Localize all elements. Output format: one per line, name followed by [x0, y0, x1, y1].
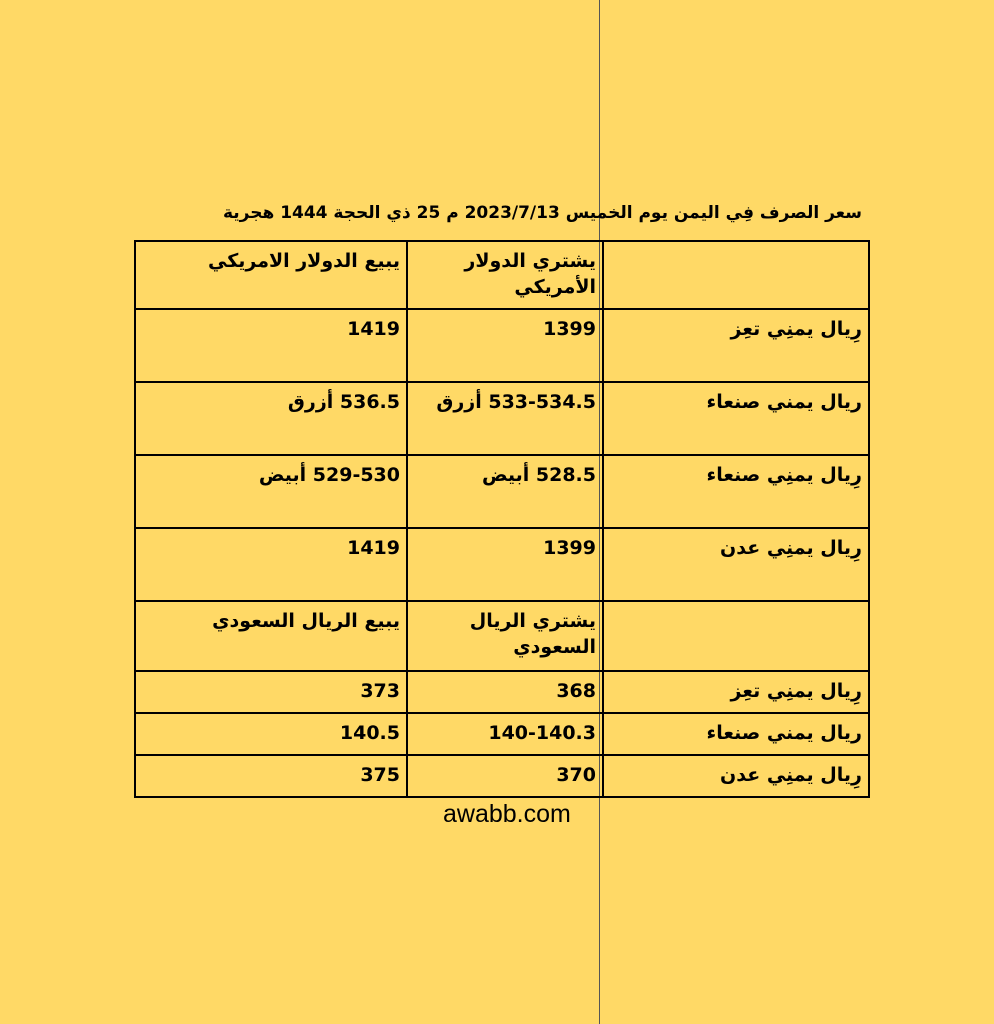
row-label: رِيال يمنِي تعِز: [603, 671, 869, 713]
table-row: [135, 528, 869, 601]
header-sell-usd: يبيع الدولار الامريكي: [135, 241, 407, 309]
buy-value: 1399: [407, 528, 603, 601]
header-label-cell: [603, 601, 869, 671]
buy-value: 368: [407, 671, 603, 713]
sell-value: 536.5 أزرق: [135, 382, 407, 455]
sell-value: 375: [135, 755, 407, 797]
exchange-rate-table: [134, 240, 870, 798]
header-buy-sar: يشتري الريال السعودي: [407, 601, 603, 671]
table-row: [135, 671, 869, 713]
row-label: ريال يمني صنعاء: [603, 713, 869, 755]
table-row: [135, 309, 869, 382]
sell-value: 1419: [135, 528, 407, 601]
row-label: رِيال يمنِي صنعاء: [603, 455, 869, 528]
buy-value: 528.5 أبيض: [407, 455, 603, 528]
row-label: ريال يمني صنعاء: [603, 382, 869, 455]
sell-value: 1419: [135, 309, 407, 382]
sell-value: 140.5: [135, 713, 407, 755]
usd-header-row: [135, 241, 869, 309]
buy-value: 533-534.5 أزرق: [407, 382, 603, 455]
header-buy-usd: يشتري الدولار الأمريكي: [407, 241, 603, 309]
buy-value: 370: [407, 755, 603, 797]
header-label-cell: [603, 241, 869, 309]
table-row: [135, 455, 869, 528]
sar-header-row: [135, 601, 869, 671]
page-title: سعر الصرف فِي اليمن يوم الخميس 2023/7/13 م 25 ذي الحجة 1444 هجرية: [222, 203, 862, 223]
table-row: [135, 755, 869, 797]
buy-value: 140-140.3: [407, 713, 603, 755]
table-row: [135, 713, 869, 755]
table-row: [135, 382, 869, 455]
buy-value: 1399: [407, 309, 603, 382]
row-label: رِيال يمنِي عدن: [603, 755, 869, 797]
header-sell-sar: يبيع الريال السعودي: [135, 601, 407, 671]
sell-value: 529-530 أبيض: [135, 455, 407, 528]
row-label: رِيال يمنِي عدن: [603, 528, 869, 601]
row-label: رِيال يمنِي تعِز: [603, 309, 869, 382]
sell-value: 373: [135, 671, 407, 713]
source-website-link[interactable]: awabb.com: [443, 800, 571, 828]
